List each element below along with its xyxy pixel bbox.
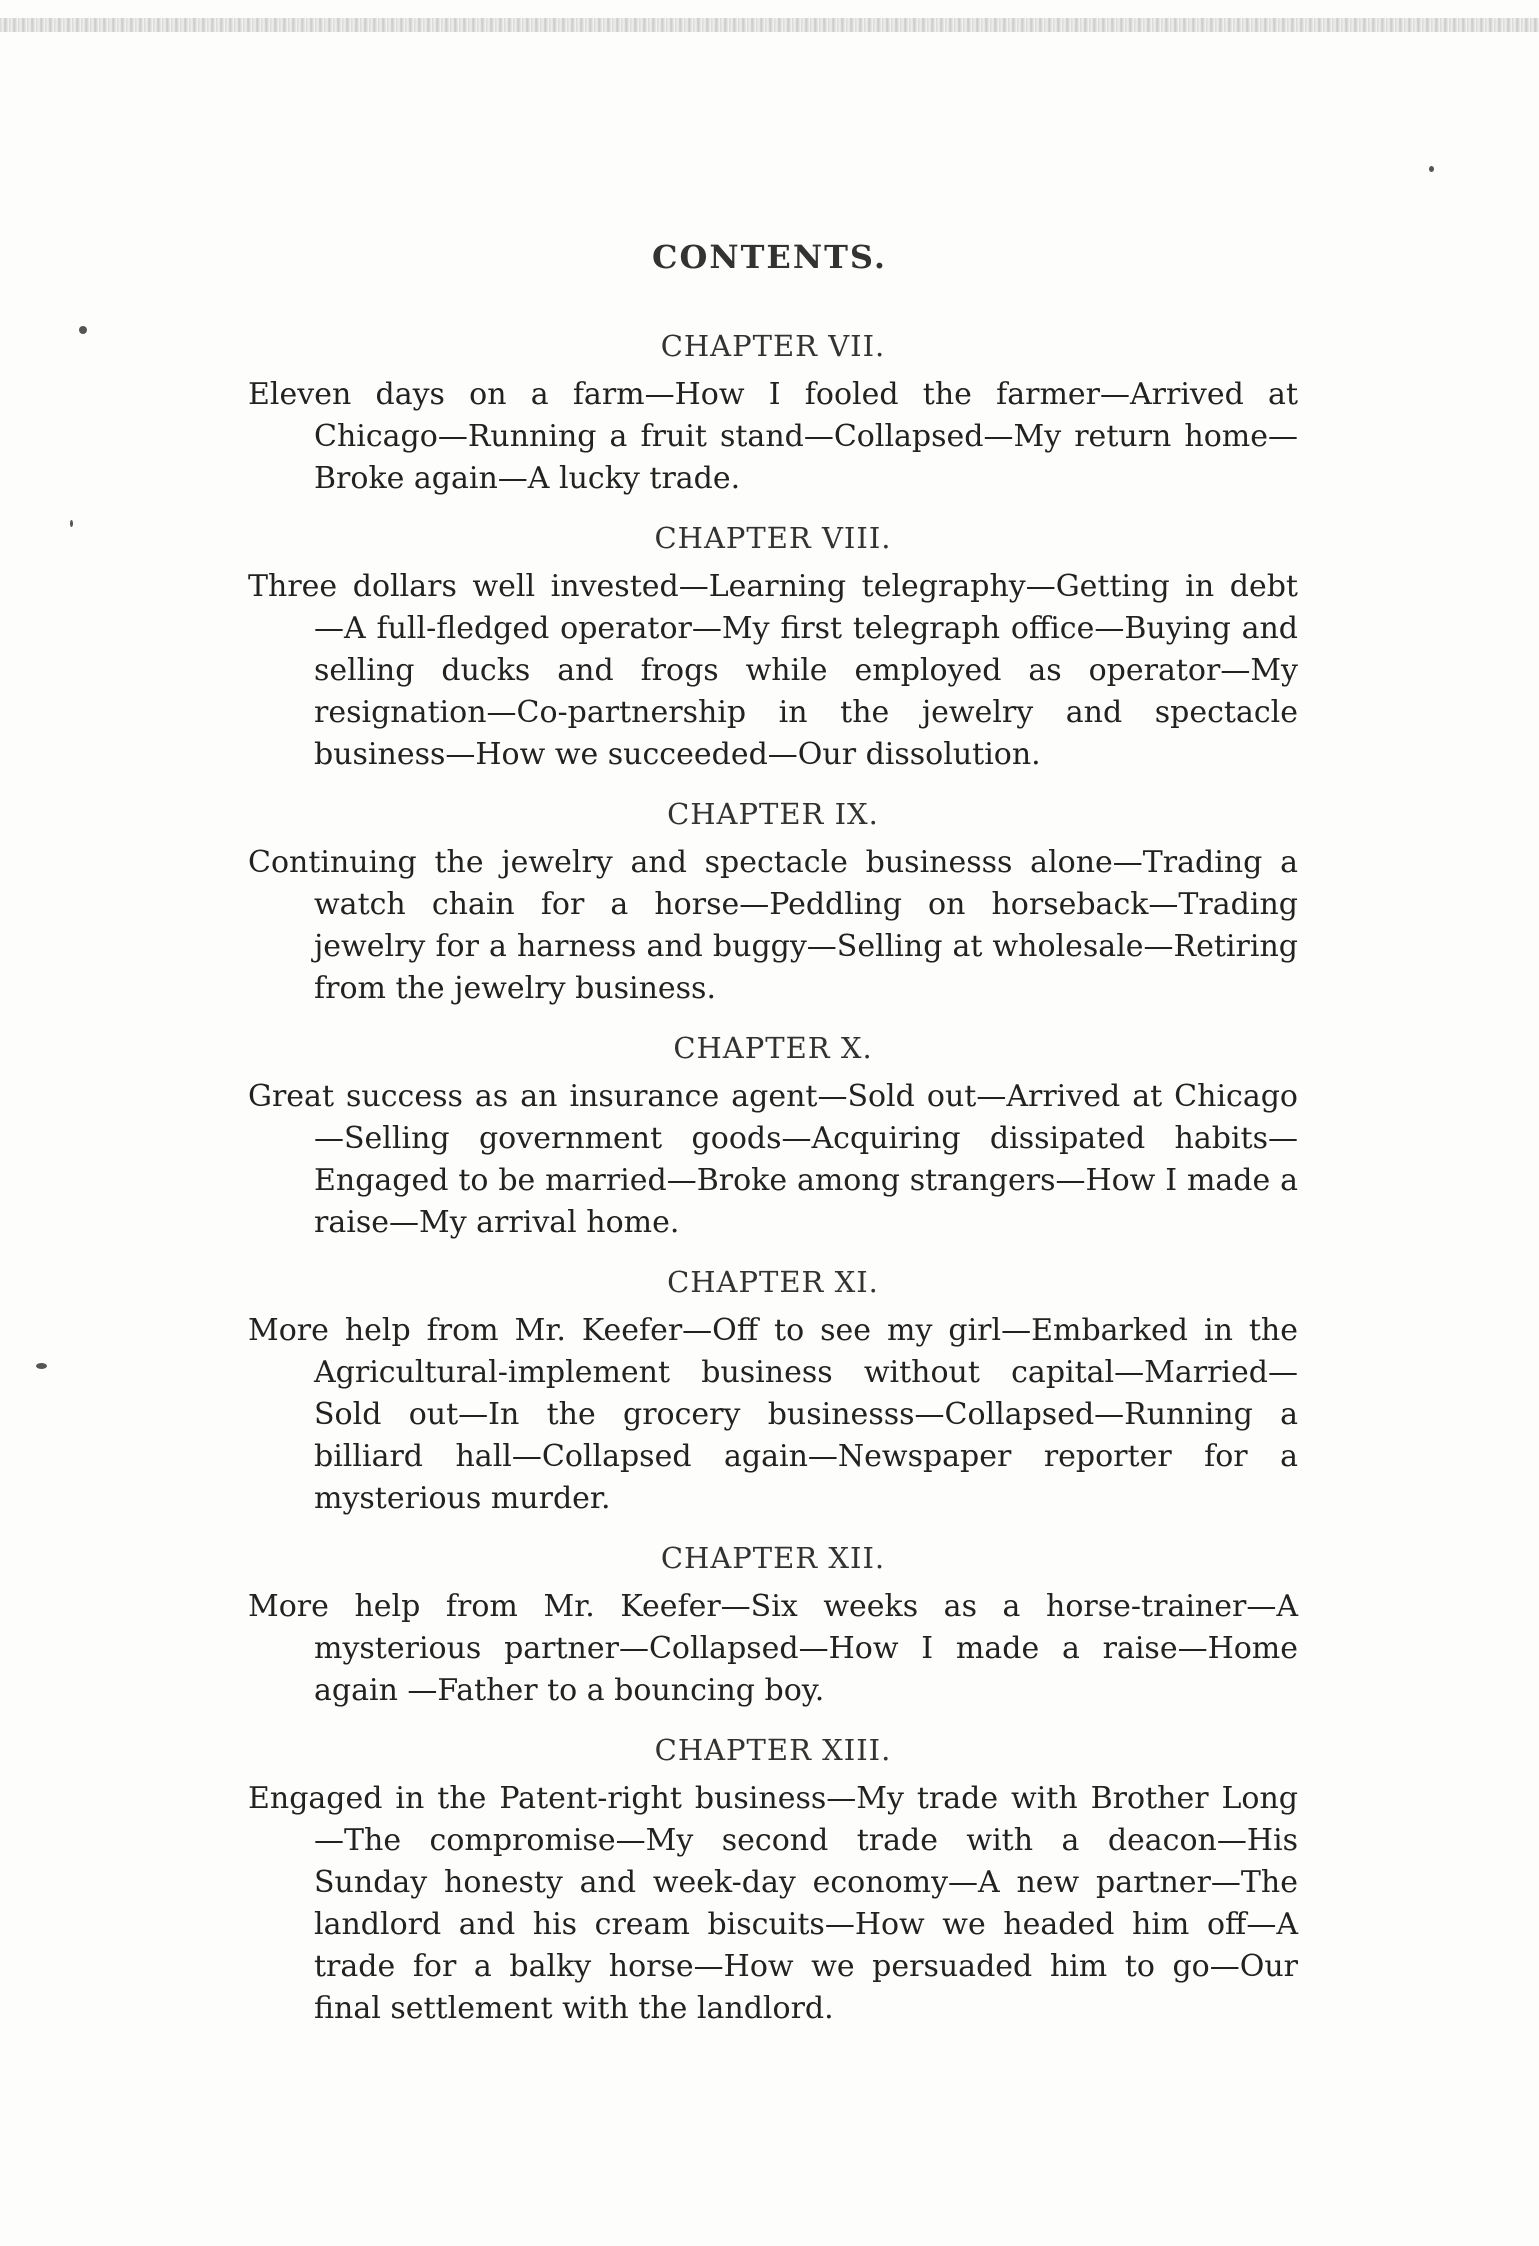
speck [79,326,87,334]
table-of-contents [248,326,1298,2048]
chapter-heading: CHAPTER XI. [667,1265,879,1299]
chapter-heading: CHAPTER VIII. [654,521,892,555]
chapter-summary: Three dollars well invested—Learning telegraphy—Getting in debt —A full-fledged operator—My first telegraph office—Buying and selling ducks and frogs while employed as operator—My resignation—Co-partnership in the jewelry and spectacle business—How we succeeded—Our dissolution. [248,569,1298,772]
scan-edge [0,18,1539,32]
chapter-summary: Engaged in the Patent-right business—My trade with Brother Long —The compromise—My second trade with a deacon—His Sunday honesty and week-day economy—A new partner—The landlord and his cream biscuits—How we headed him off—A trade for a balky horse—How we persuaded him to go—Our final settlement with the landlord. [248,1781,1298,2026]
chapter-entry [248,1730,1298,2030]
chapter-summary: Great success as an insurance agent—Sold out—Arrived at Chicago —Selling government goods—Acquiring dissipated habits—Engaged to be married—Broke among strangers—How I made a raise—My arrival home. [248,1079,1298,1240]
chapter-heading: CHAPTER X. [673,1031,873,1065]
chapter-heading: CHAPTER VII. [660,329,886,363]
page-title: CONTENTS. [652,238,887,276]
chapter-entry [248,518,1298,776]
chapter-heading: CHAPTER XII. [660,1541,886,1575]
speck [70,520,73,527]
chapter-entry [248,1028,1298,1244]
chapter-summary: More help from Mr. Keefer—Six weeks as a horse-trainer—A mysterious partner—Collapsed—How I made a raise—Home again —Father to a bouncing boy. [248,1589,1298,1708]
chapter-summary: Continuing the jewelry and spectacle businesss alone—Trading a watch chain for a horse—Peddling on horseback—Trading jewelry for a harness and buggy—Selling at wholesale—Retiring from the jewelry business. [248,845,1298,1006]
chapter-entry [248,794,1298,1010]
chapter-heading: CHAPTER IX. [667,797,879,831]
chapter-entry [248,1262,1298,1520]
chapter-entry [248,326,1298,500]
chapter-heading: CHAPTER XIII. [654,1733,892,1767]
speck [1429,166,1434,172]
speck [36,1363,47,1369]
chapter-summary: Eleven days on a farm—How I fooled the farmer—Arrived at Chicago—Running a fruit stand—Collapsed—My return home—Broke again—A lucky trade. [248,377,1298,496]
chapter-entry [248,1538,1298,1712]
chapter-summary: More help from Mr. Keefer—Off to see my girl—Embarked in the Agricultural-implement business without capital—Married—Sold out—In the grocery businesss—Collapsed—Running a billiard hall—Collapsed again—Newspaper reporter for a mysterious murder. [248,1313,1298,1516]
